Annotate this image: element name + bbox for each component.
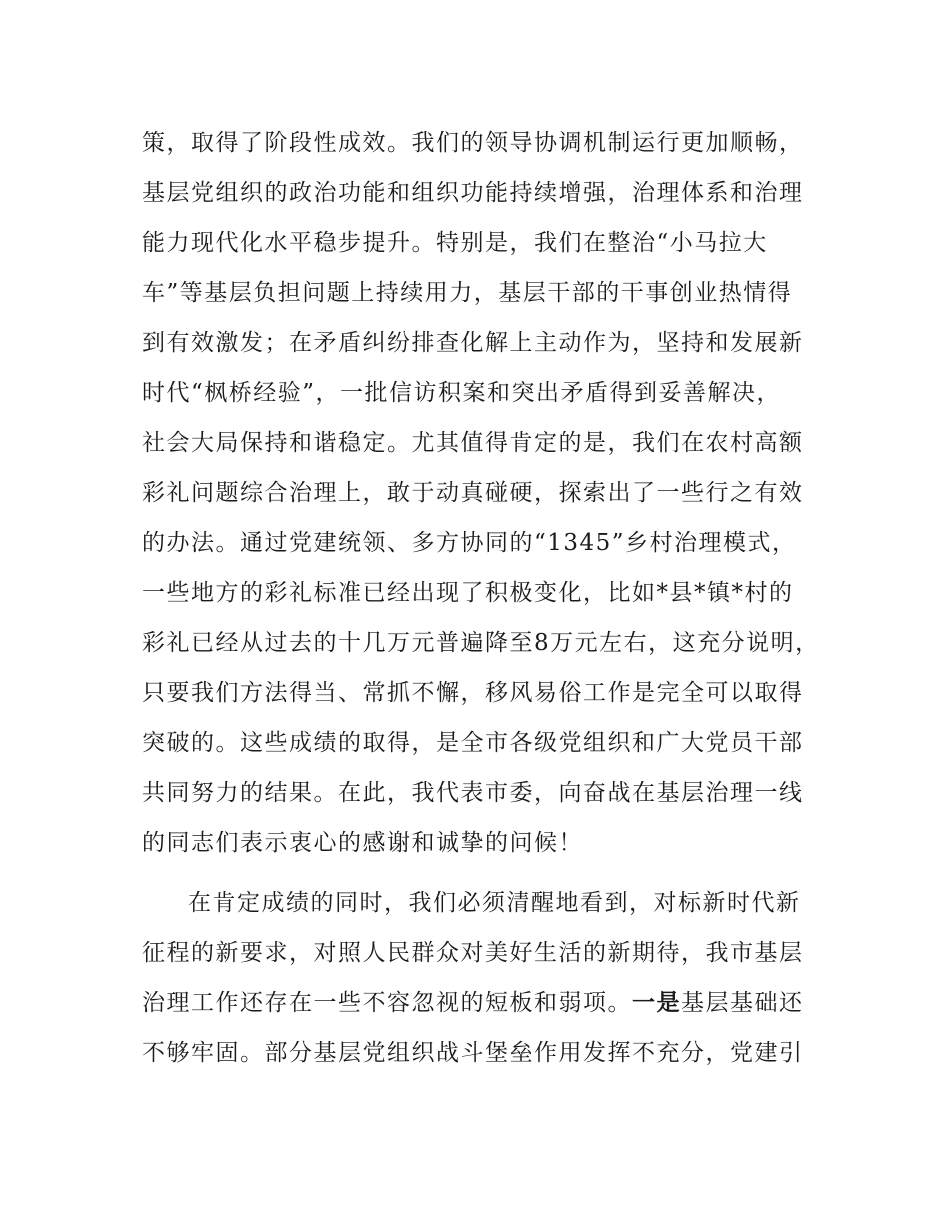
text-line: 时代“枫桥经验”，一批信访积案和突出矛盾得到妥善解决， xyxy=(142,380,782,406)
text-line: 的办法。通过党建统领、多方协同的“1345”乡村治理模式， xyxy=(142,530,797,556)
text-line: 到有效激发；在矛盾纠纷排查化解上主动作为，坚持和发展新 xyxy=(142,330,804,356)
text-line: 不够牢固。部分基层党组织战斗堡垒作用发挥不充分，党建引 xyxy=(142,1040,804,1066)
text-line: 一些地方的彩礼标准已经出现了积极变化，比如*县*镇*村的 xyxy=(142,580,794,606)
text-segment: 基层基础还 xyxy=(681,990,804,1016)
text-line: 的同志们表示衷心的感谢和诚挚的问候！ xyxy=(142,830,583,856)
text-line xyxy=(142,988,804,1018)
text-line: 征程的新要求，对照人民群众对美好生活的新期待，我市基层 xyxy=(142,940,804,966)
text-line: 突破的。这些成绩的取得，是全市各级党组织和广大党员干部 xyxy=(142,730,804,756)
bold-lead-phrase: 一是 xyxy=(632,989,681,1016)
text-line: 社会大局保持和谐稳定。尤其值得肯定的是，我们在农村高额 xyxy=(142,430,804,456)
text-segment: 治理工作还存在一些不容忽视的短板和弱项。 xyxy=(142,990,632,1016)
text-line: 共同努力的结果。在此，我代表市委，向奋战在基层治理一线 xyxy=(142,780,804,806)
text-line: 彩礼问题综合治理上，敢于动真碰硬，探索出了一些行之有效 xyxy=(142,480,804,506)
text-line: 在肯定成绩的同时，我们必须清醒地看到，对标新时代新 xyxy=(188,890,801,916)
text-line: 基层党组织的政治功能和组织功能持续增强，治理体系和治理 xyxy=(142,180,804,206)
text-line: 能力现代化水平稳步提升。特别是，我们在整治“小马拉大 xyxy=(142,230,768,256)
text-line: 只要我们方法得当、常抓不懈，移风易俗工作是完全可以取得 xyxy=(142,680,804,706)
text-line: 车”等基层负担问题上持续用力，基层干部的干事创业热情得 xyxy=(142,280,793,306)
text-line: 策，取得了阶段性成效。我们的领导协调机制运行更加顺畅， xyxy=(142,130,804,156)
text-line: 彩礼已经从过去的十几万元普遍降至8万元左右，这充分说明， xyxy=(142,630,820,656)
